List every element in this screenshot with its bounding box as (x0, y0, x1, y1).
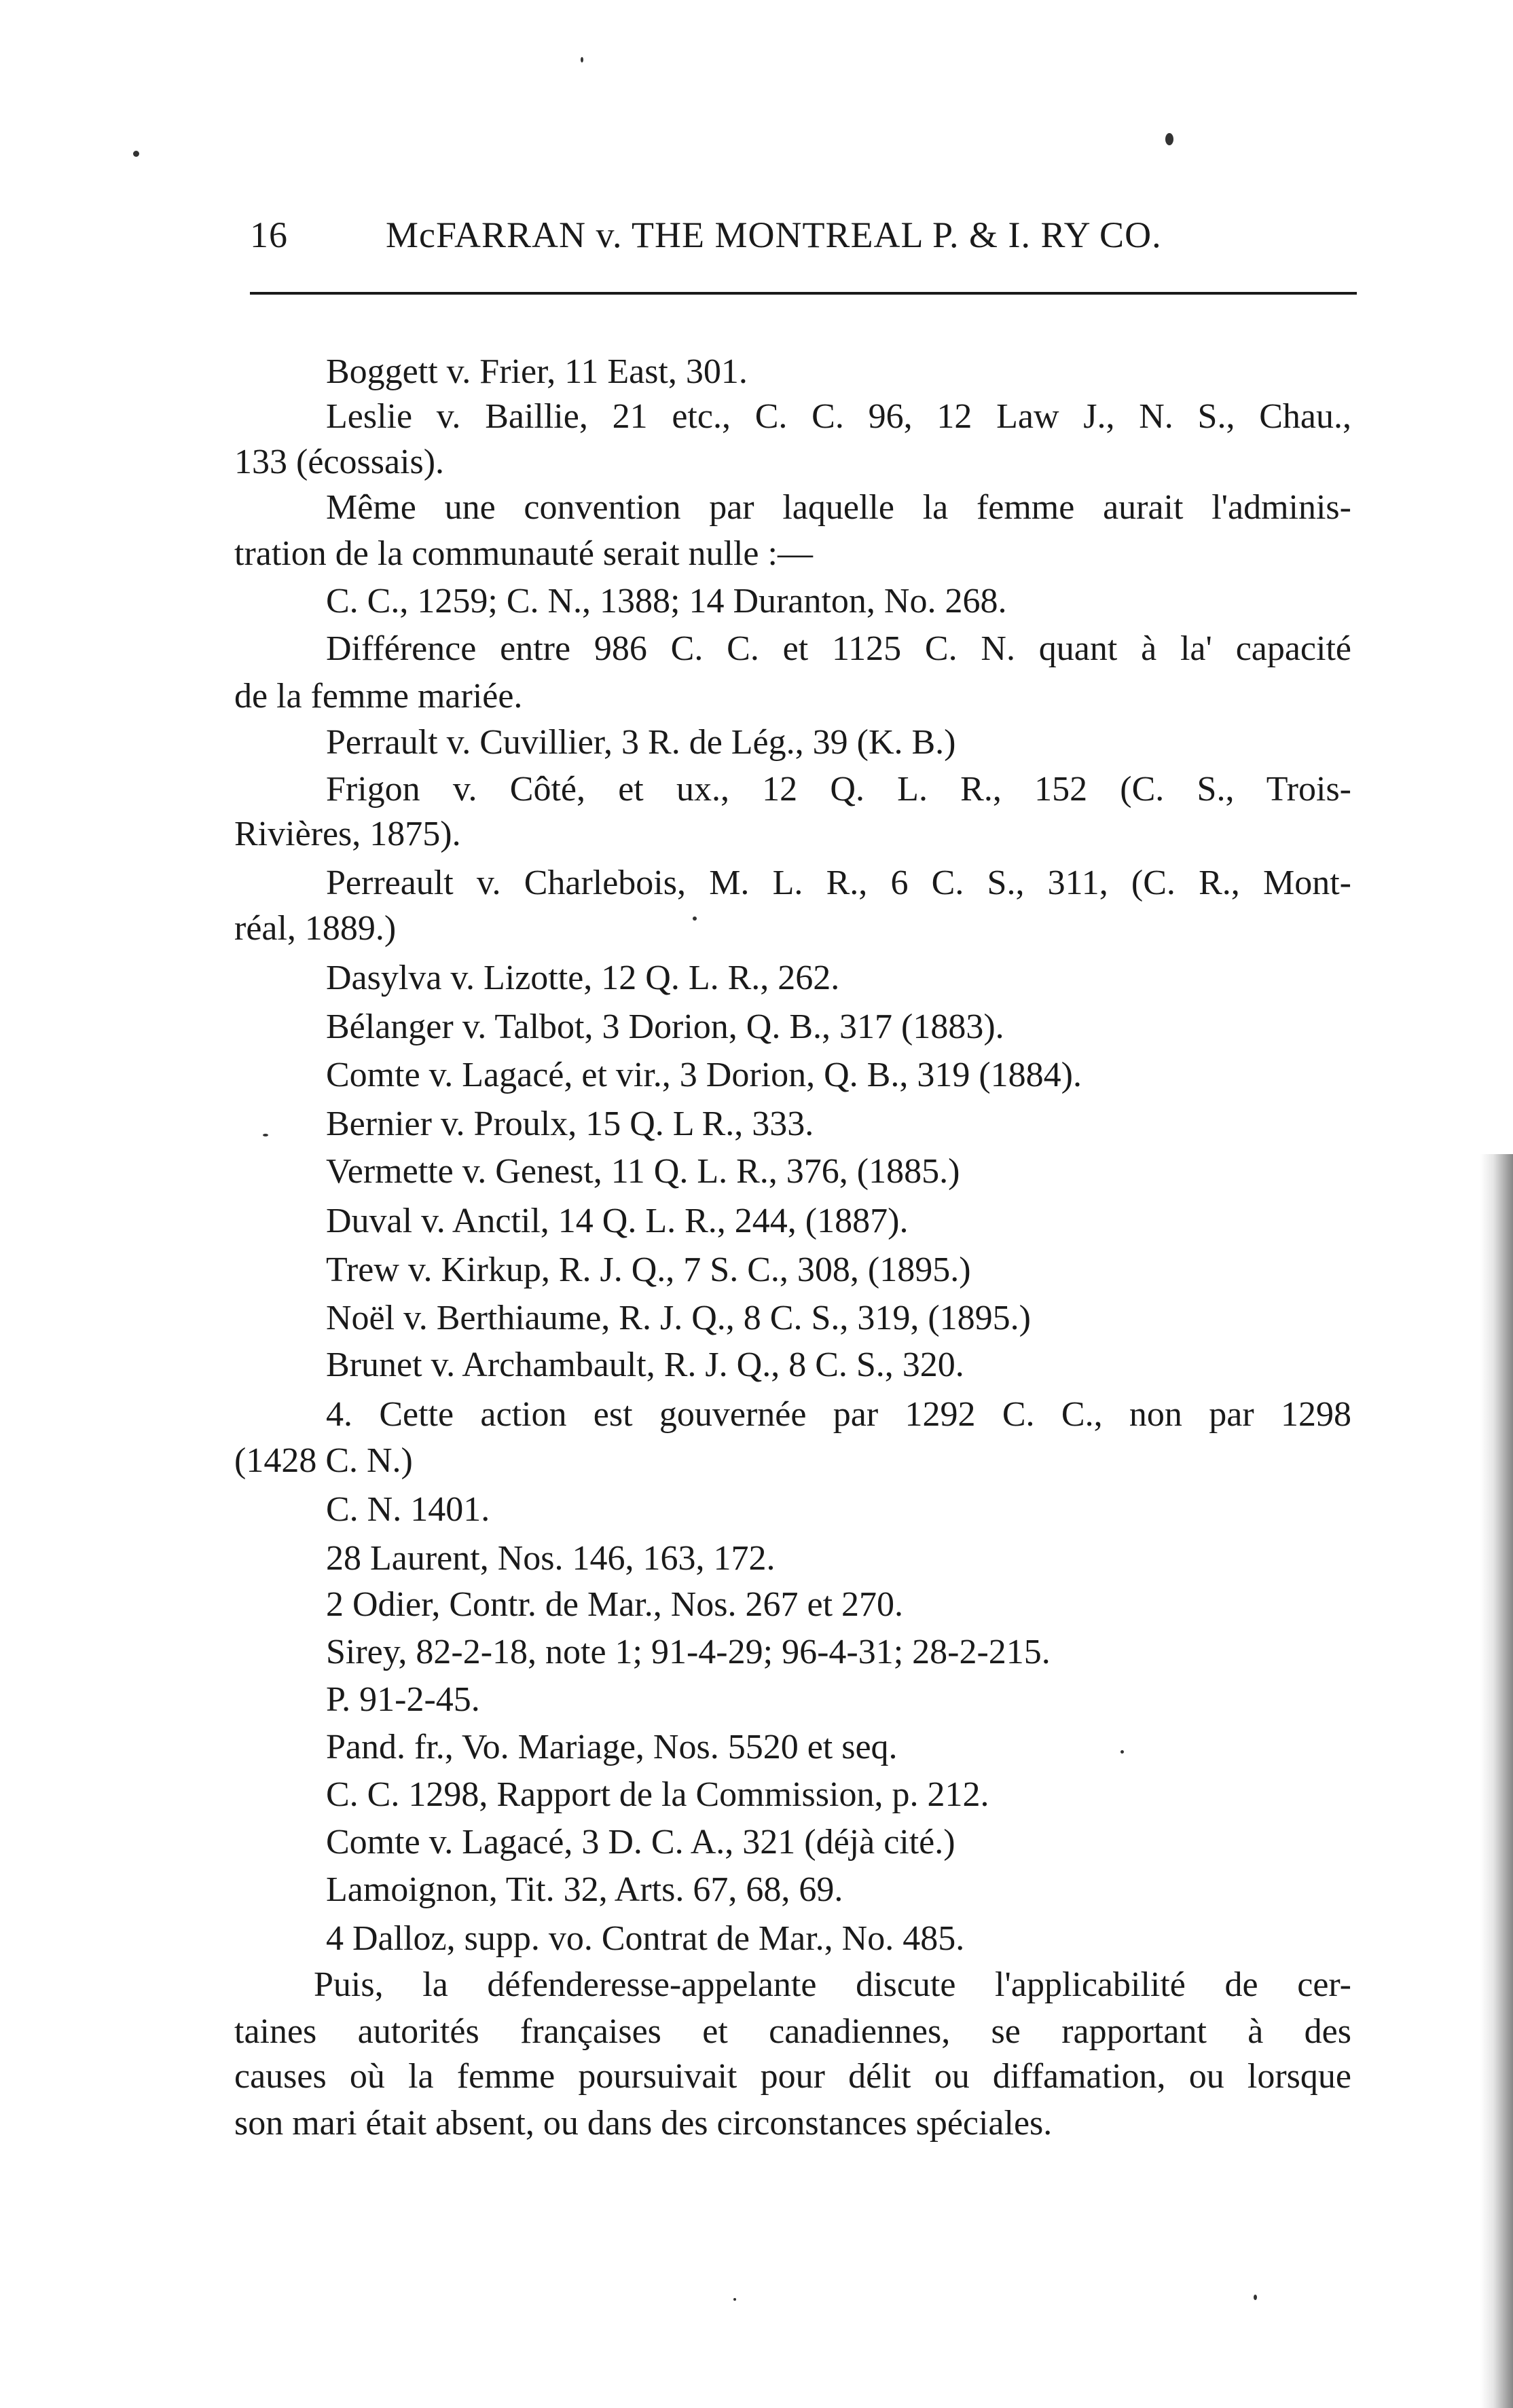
text-line: C. N. 1401. (326, 1490, 490, 1529)
text-line: Perreault v. Charlebois, M. L. R., 6 C. S., 311, (C. R., Mont- (326, 864, 1351, 902)
text-line: P. 91-2-45. (326, 1680, 480, 1719)
text-line: Rivières, 1875). (234, 815, 461, 853)
text-line: 28 Laurent, Nos. 146, 163, 172. (326, 1539, 776, 1578)
text-line: Perrault v. Cuvillier, 3 R. de Lég., 39 (K. B.) (326, 723, 956, 762)
text-line: 2 Odier, Contr. de Mar., Nos. 267 et 270. (326, 1585, 904, 1624)
text-line: taines autorités françaises et canadiennes, se rapportant à des (234, 2012, 1351, 2051)
text-line: 133 (écossais). (234, 443, 445, 481)
text-line: Lamoignon, Tit. 32, Arts. 67, 68, 69. (326, 1870, 843, 1909)
text-line: Dasylva v. Lizotte, 12 Q. L. R., 262. (326, 959, 840, 997)
text-line: Trew v. Kirkup, R. J. Q., 7 S. C., 308, (1895.) (326, 1251, 971, 1289)
text-line: Brunet v. Archambault, R. J. Q., 8 C. S., 320. (326, 1346, 964, 1384)
header-rule (250, 292, 1357, 295)
text-line: tration de la communauté serait nulle :— (234, 534, 813, 573)
text-line: Bernier v. Proulx, 15 Q. L R., 333. (326, 1105, 814, 1143)
text-line: 4. Cette action est gouvernée par 1292 C. C., non par 1298 (326, 1395, 1351, 1434)
text-line: réal, 1889.) (234, 909, 397, 948)
text-line: Leslie v. Baillie, 21 etc., C. C. 96, 12 Law J., N. S., Chau., (326, 397, 1351, 436)
text-line: Boggett v. Frier, 11 East, 301. (326, 352, 748, 391)
page-number: 16 (250, 215, 288, 255)
text-line: (1428 C. N.) (234, 1441, 413, 1480)
text-line: Noël v. Berthiaume, R. J. Q., 8 C. S., 319, (1895.) (326, 1299, 1031, 1337)
text-line: Comte v. Lagacé, et vir., 3 Dorion, Q. B., 319 (1884). (326, 1056, 1082, 1094)
text-line: Pand. fr., Vo. Mariage, Nos. 5520 et seq. (326, 1728, 898, 1766)
text-line: Bélanger v. Talbot, 3 Dorion, Q. B., 317 (1883). (326, 1007, 1004, 1046)
text-line: Même une convention par laquelle la femme aurait l'adminis- (326, 488, 1351, 527)
text-line: Frigon v. Côté, et ux., 12 Q. L. R., 152 (C. S., Trois- (326, 770, 1351, 809)
text-line: causes où la femme poursuivait pour délit ou diffamation, ou lorsque (234, 2057, 1351, 2096)
text-line: Duval v. Anctil, 14 Q. L. R., 244, (1887). (326, 1202, 909, 1240)
text-line: Puis, la défenderesse-appelante discute l'applicabilité de cer- (314, 1965, 1351, 2004)
page-edge-shadow (1480, 1154, 1513, 2408)
text-line: Vermette v. Genest, 11 Q. L. R., 376, (1885.) (326, 1152, 960, 1191)
text-line: C. C., 1259; C. N., 1388; 14 Duranton, No. 268. (326, 582, 1007, 620)
text-line: Différence entre 986 C. C. et 1125 C. N. quant à la' capacité (326, 629, 1351, 668)
text-line: 4 Dalloz, supp. vo. Contrat de Mar., No. 485. (326, 1919, 965, 1958)
text-line: Sirey, 82-2-18, note 1; 91-4-29; 96-4-31; 28-2-215. (326, 1633, 1051, 1671)
text-line: C. C. 1298, Rapport de la Commission, p. 212. (326, 1775, 989, 1814)
text-line: Comte v. Lagacé, 3 D. C. A., 321 (déjà cité.) (326, 1823, 955, 1861)
text-line: son mari était absent, ou dans des circonstances spéciales. (234, 2104, 1053, 2143)
running-head-title: McFARRAN v. THE MONTREAL P. & I. RY CO. (386, 215, 1162, 255)
text-line: de la femme mariée. (234, 677, 523, 716)
